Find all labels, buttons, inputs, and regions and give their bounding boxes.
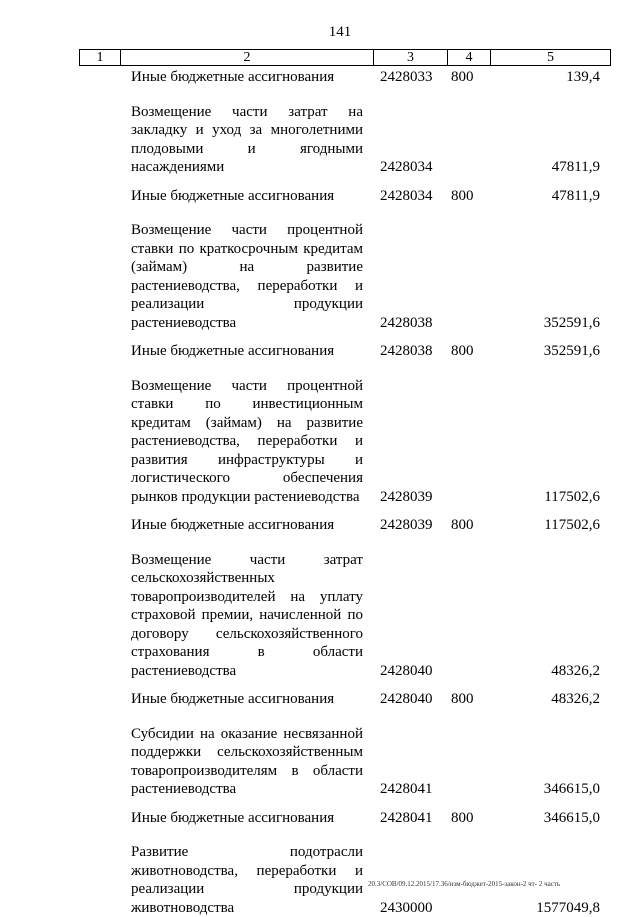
row-amount: 48326,2 bbox=[551, 690, 600, 709]
table-row bbox=[0, 809, 640, 828]
row-code: 2428034 bbox=[380, 187, 433, 206]
column-header-1: 1 bbox=[80, 50, 121, 65]
row-code: 2428041 bbox=[380, 780, 433, 799]
row-code: 2428040 bbox=[380, 690, 433, 709]
column-header-4: 4 bbox=[448, 50, 491, 65]
table-row bbox=[0, 516, 640, 535]
row-description: Возмещение части затрат на закладку и уход за многолетними плодовыми и ягодными насаждениями bbox=[131, 103, 363, 177]
footer-note: 20.3/СОВ/09.12.2015/17.36/изм-бюджет-2015-закон-2 чт- 2 часть bbox=[368, 880, 608, 888]
row-type: 800 bbox=[451, 690, 474, 709]
row-amount: 47811,9 bbox=[552, 158, 600, 177]
row-code: 2428040 bbox=[380, 662, 433, 681]
column-header-2: 2 bbox=[121, 50, 374, 65]
row-amount: 352591,6 bbox=[544, 314, 600, 333]
row-description: Развитие подотрасли животноводства, переработки и реализации продукции животноводства bbox=[131, 843, 363, 917]
table-row bbox=[0, 551, 640, 681]
table-row bbox=[0, 342, 640, 361]
row-type: 800 bbox=[451, 809, 474, 828]
row-description: Возмещение части процентной ставки по краткосрочным кредитам (займам) на развитие растениеводства, переработки и реализации продукции растениеводства bbox=[131, 221, 363, 332]
row-description: Иные бюджетные ассигнования bbox=[131, 342, 363, 361]
row-amount: 47811,9 bbox=[552, 187, 600, 206]
row-amount: 117502,6 bbox=[544, 516, 600, 535]
table-header bbox=[79, 49, 611, 66]
row-description: Иные бюджетные ассигнования bbox=[131, 516, 363, 535]
table-body bbox=[0, 66, 640, 917]
row-amount: 139,4 bbox=[566, 68, 600, 87]
row-type: 800 bbox=[451, 516, 474, 535]
row-description: Иные бюджетные ассигнования bbox=[131, 187, 363, 206]
table-row bbox=[0, 103, 640, 177]
row-code: 2428034 bbox=[380, 158, 433, 177]
row-type: 800 bbox=[451, 342, 474, 361]
row-code: 2428039 bbox=[380, 516, 433, 535]
row-description: Иные бюджетные ассигнования bbox=[131, 68, 363, 87]
row-code: 2428041 bbox=[380, 809, 433, 828]
row-amount: 117502,6 bbox=[544, 488, 600, 507]
row-type: 800 bbox=[451, 68, 474, 87]
row-description: Иные бюджетные ассигнования bbox=[131, 690, 363, 709]
page-number: 141 bbox=[300, 24, 380, 41]
row-amount: 346615,0 bbox=[544, 809, 600, 828]
column-header-5: 5 bbox=[491, 50, 610, 65]
table-row bbox=[0, 377, 640, 507]
row-amount: 48326,2 bbox=[551, 662, 600, 681]
row-code: 2428039 bbox=[380, 488, 433, 507]
row-amount: 352591,6 bbox=[544, 342, 600, 361]
table-row bbox=[0, 725, 640, 799]
row-description: Субсидии на оказание несвязанной поддержки сельскохозяйственным товаропроизводителям в области растениеводства bbox=[131, 725, 363, 799]
table-row bbox=[0, 690, 640, 709]
row-amount: 1577049,8 bbox=[536, 899, 600, 917]
row-description: Возмещение части процентной ставки по инвестиционным кредитам (займам) на развитие растениеводства, переработки и развития инфраструктуры и логистического обеспечения рынков продукции растениеводства bbox=[131, 377, 363, 507]
row-code: 2430000 bbox=[380, 899, 433, 917]
row-code: 2428033 bbox=[380, 68, 433, 87]
row-code: 2428038 bbox=[380, 342, 433, 361]
row-description: Иные бюджетные ассигнования bbox=[131, 809, 363, 828]
table-row bbox=[0, 187, 640, 206]
column-header-3: 3 bbox=[374, 50, 448, 65]
row-type: 800 bbox=[451, 187, 474, 206]
row-code: 2428038 bbox=[380, 314, 433, 333]
row-amount: 346615,0 bbox=[544, 780, 600, 799]
table-row bbox=[0, 68, 640, 87]
table-row bbox=[0, 221, 640, 332]
row-description: Возмещение части затрат сельскохозяйственных товаропроизводителей на уплату страховой премии, начисленной по договору сельскохозяйственного страхования в области растениеводства bbox=[131, 551, 363, 681]
